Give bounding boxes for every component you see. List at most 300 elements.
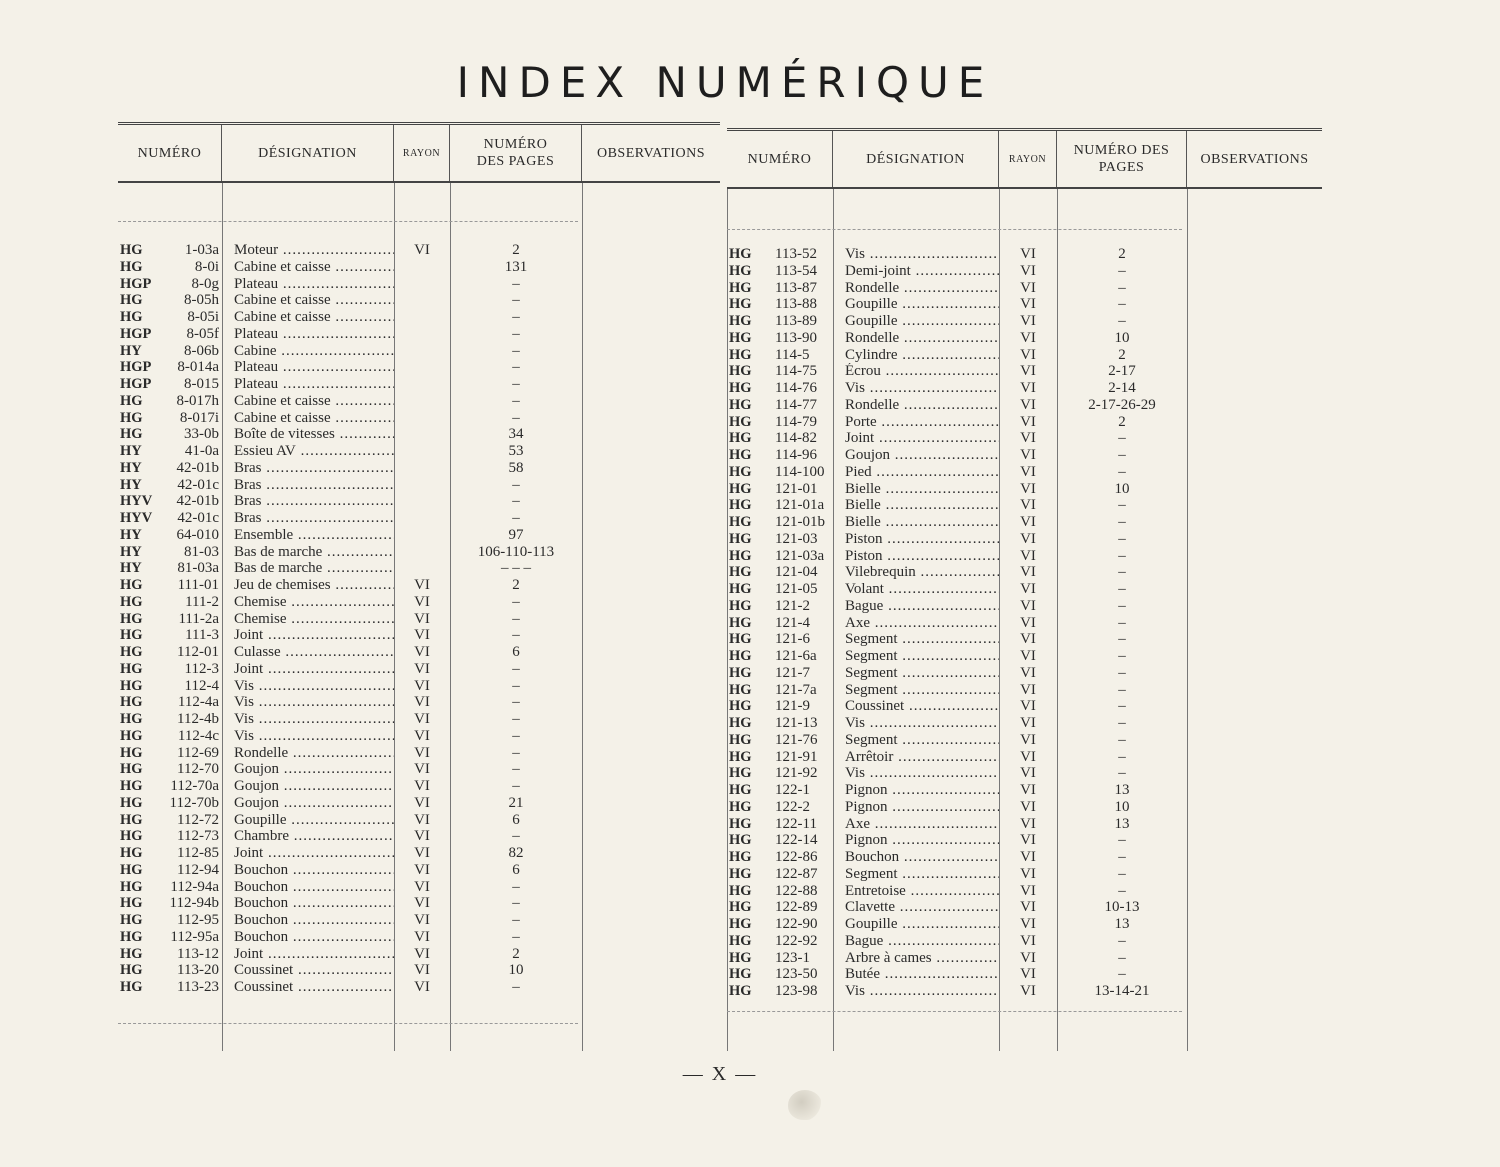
row-designation-text: Joint ..... — [845, 430, 999, 446]
table-row — [118, 493, 720, 510]
row-designation — [222, 795, 394, 812]
row-designation-text: Bielle ..... — [845, 514, 999, 530]
row-rayon — [394, 560, 450, 577]
table-body — [118, 183, 720, 1051]
row-numero — [118, 627, 222, 644]
row-designation — [222, 879, 394, 896]
row-numero — [118, 611, 222, 628]
table-row — [727, 765, 1322, 782]
table-row — [118, 929, 720, 946]
row-designation — [833, 983, 999, 1000]
row-rayon — [394, 544, 450, 561]
row-numero — [727, 648, 833, 665]
row-numero — [727, 715, 833, 732]
row-designation-text: Culasse ..... — [234, 644, 394, 660]
dashed-rule — [727, 229, 1182, 230]
row-prefix: HG — [729, 849, 752, 865]
row-code: 8-015 — [184, 376, 219, 392]
row-designation-text: Joint ..... — [234, 946, 394, 962]
row-designation — [833, 581, 999, 598]
row-pages: – — [1118, 296, 1126, 313]
row-rayon: VI — [414, 644, 430, 660]
row-code: 112-94b — [169, 895, 219, 912]
row-designation — [222, 376, 394, 393]
row-designation — [833, 548, 999, 565]
row-numero — [727, 363, 833, 380]
row-prefix: HG — [120, 928, 143, 945]
row-numero — [118, 962, 222, 979]
row-designation-text: Rondelle ..... — [234, 745, 394, 761]
row-prefix: HG — [120, 677, 143, 694]
row-designation-text: Plateau ..... — [234, 276, 394, 292]
row-prefix: HG — [729, 832, 752, 849]
row-numero — [727, 950, 833, 967]
row-designation — [222, 560, 394, 577]
row-rayon: VI — [414, 727, 430, 744]
row-code: 42-01b — [176, 459, 219, 476]
row-pages: – — [512, 828, 520, 845]
row-rayon: VI — [1020, 832, 1036, 849]
row-prefix: HG — [120, 761, 143, 778]
row-code: 113-20 — [177, 962, 219, 979]
row-pages: – — [512, 979, 520, 995]
row-prefix: HG — [729, 782, 752, 798]
header-observations: OBSERVATIONS — [596, 145, 706, 161]
table-row — [118, 879, 720, 896]
row-prefix: HG — [120, 660, 143, 677]
row-pages: – — [1118, 966, 1126, 983]
row-designation — [222, 962, 394, 979]
row-code: 112-4a — [177, 694, 219, 711]
row-designation — [222, 443, 394, 460]
row-numero — [727, 899, 833, 916]
table-row — [118, 259, 720, 276]
table-row — [727, 832, 1322, 849]
row-prefix: HG — [120, 610, 143, 627]
row-pages: 34 — [508, 426, 524, 443]
row-code: 81-03 — [184, 543, 219, 560]
row-pages: – — [1118, 279, 1126, 296]
row-numero — [727, 548, 833, 565]
row-pages: 53 — [508, 443, 524, 459]
row-code: 121-6 — [775, 631, 810, 648]
row-numero — [118, 393, 222, 410]
row-rayon: VI — [1020, 983, 1036, 999]
row-rayon: VI — [414, 811, 430, 828]
row-code: 8-05i — [187, 309, 219, 325]
row-rayon: VI — [1020, 246, 1036, 262]
row-numero — [727, 849, 833, 866]
row-numero — [727, 564, 833, 581]
header-pages: NUMÉRO DES PAGES — [1057, 131, 1187, 187]
row-rayon: VI — [1020, 547, 1036, 564]
row-designation-text: Bouchon ..... — [234, 929, 394, 945]
row-prefix: HG — [729, 262, 752, 279]
table-row — [727, 430, 1322, 447]
row-code: 121-01b — [775, 514, 825, 530]
header-rayon: RAYON — [999, 131, 1057, 187]
row-rayon: VI — [1020, 597, 1036, 614]
row-code: 8-0g — [191, 275, 219, 292]
row-designation — [833, 447, 999, 464]
row-prefix: HG — [120, 828, 143, 845]
row-pages: – — [512, 761, 520, 778]
row-rayon: VI — [1020, 949, 1036, 966]
table-body — [727, 189, 1322, 1051]
row-code: 121-91 — [775, 748, 818, 765]
row-designation-text: Bas de marche ..... — [234, 560, 394, 576]
row-pages: – — [1118, 865, 1126, 882]
row-code: 112-70a — [170, 778, 219, 794]
row-designation — [222, 242, 394, 259]
left-index-table — [118, 122, 720, 1051]
table-row — [727, 464, 1322, 481]
row-code: 121-92 — [775, 765, 818, 782]
row-pages: – — [512, 376, 520, 392]
row-designation-text: Vilebrequin ..... — [845, 564, 999, 580]
row-designation-text: Plateau ..... — [234, 359, 394, 375]
row-code: 112-4c — [177, 727, 219, 744]
row-pages: – — [512, 744, 520, 761]
header-designation: DÉSIGNATION — [222, 125, 394, 181]
row-designation — [833, 916, 999, 933]
row-numero — [118, 761, 222, 778]
row-numero — [118, 795, 222, 812]
row-numero — [727, 447, 833, 464]
row-prefix: HG — [729, 581, 752, 597]
header-designation: DÉSIGNATION — [833, 131, 999, 187]
table-row — [727, 548, 1322, 565]
row-designation-text: Segment ..... — [845, 665, 999, 681]
row-numero — [118, 979, 222, 996]
row-rayon — [394, 276, 450, 293]
row-designation — [833, 966, 999, 983]
row-designation — [833, 715, 999, 732]
row-designation — [222, 510, 394, 527]
row-designation — [833, 414, 999, 431]
row-designation-text: Moteur ..... — [234, 242, 394, 258]
row-pages: – — [1118, 949, 1126, 966]
row-prefix: HY — [120, 543, 142, 560]
table-row — [727, 782, 1322, 799]
row-numero — [118, 527, 222, 544]
row-pages: – — [512, 476, 520, 493]
table-row — [727, 966, 1322, 983]
row-prefix: HG — [729, 313, 752, 329]
row-designation — [222, 326, 394, 343]
row-prefix: HG — [729, 530, 752, 547]
row-pages: – — [512, 593, 520, 610]
row-prefix: HG — [120, 711, 143, 727]
row-prefix: HG — [120, 861, 143, 878]
row-designation — [222, 694, 394, 711]
row-designation-text: Volant ..... — [845, 581, 999, 597]
row-prefix: HG — [729, 983, 752, 999]
row-prefix: HG — [729, 916, 752, 932]
row-prefix: HG — [729, 447, 752, 463]
row-numero — [727, 280, 833, 297]
header-rayon: RAYON — [394, 125, 450, 181]
row-designation-text: Ensemble ..... — [234, 527, 394, 543]
row-designation — [833, 330, 999, 347]
table-row — [727, 698, 1322, 715]
table-row — [727, 883, 1322, 900]
row-numero — [118, 259, 222, 276]
table-row — [118, 694, 720, 711]
table-row — [118, 761, 720, 778]
row-pages: 13-14-21 — [1094, 983, 1150, 999]
row-designation — [222, 577, 394, 594]
row-pages: 21 — [508, 794, 524, 811]
table-row — [118, 343, 720, 360]
row-pages: – — [1118, 547, 1126, 564]
row-prefix: HGP — [120, 376, 152, 392]
row-designation — [222, 343, 394, 360]
row-designation-text: Arbre à cames ..... — [845, 950, 999, 966]
table-row — [118, 895, 720, 912]
row-code: 121-13 — [775, 715, 818, 731]
row-pages: – — [512, 359, 520, 376]
row-rayon: VI — [1020, 782, 1036, 798]
row-code: 113-89 — [775, 313, 817, 329]
row-pages: 6 — [512, 811, 520, 828]
row-prefix: HG — [729, 463, 752, 480]
row-code: 114-100 — [775, 463, 825, 480]
row-rayon: VI — [414, 627, 430, 644]
row-code: 122-88 — [775, 882, 818, 899]
row-code: 42-01c — [177, 510, 219, 526]
row-pages: – — [512, 778, 520, 794]
row-designation-text: Bras ..... — [234, 493, 394, 509]
row-prefix: HG — [729, 664, 752, 681]
row-code: 112-73 — [177, 828, 219, 845]
row-pages: – — [1118, 313, 1126, 329]
table-row — [118, 661, 720, 678]
row-prefix: HG — [729, 731, 752, 748]
row-pages: – — [1118, 882, 1126, 899]
row-designation — [222, 460, 394, 477]
row-pages: 13 — [1114, 916, 1130, 932]
table-row — [727, 816, 1322, 833]
row-prefix: HG — [120, 426, 143, 443]
row-numero — [727, 514, 833, 531]
row-prefix: HY — [120, 560, 142, 577]
table-row — [727, 447, 1322, 464]
row-numero — [727, 631, 833, 648]
table-row — [118, 728, 720, 745]
row-designation — [222, 644, 394, 661]
row-numero — [118, 560, 222, 577]
row-rayon: VI — [1020, 715, 1036, 731]
row-rayon: VI — [1020, 480, 1036, 497]
row-designation-text: Cylindre ..... — [845, 347, 999, 363]
row-designation — [833, 816, 999, 833]
row-rayon — [394, 443, 450, 460]
row-code: 121-9 — [775, 698, 810, 715]
row-pages: – — [512, 510, 520, 526]
row-designation-text: Vis ..... — [845, 246, 999, 262]
row-prefix: HYV — [120, 493, 153, 510]
table-row — [118, 326, 720, 343]
row-pages: 2 — [1118, 246, 1126, 262]
row-rayon: VI — [1020, 363, 1036, 380]
row-code: 8-05h — [184, 292, 219, 309]
row-designation — [833, 280, 999, 297]
row-designation — [833, 698, 999, 715]
row-pages: 10 — [1114, 480, 1130, 497]
row-rayon: VI — [414, 794, 430, 811]
table-row — [118, 426, 720, 443]
row-prefix: HG — [729, 413, 752, 430]
row-pages: – — [512, 694, 520, 711]
row-designation-text: Cabine et caisse ..... — [234, 410, 394, 426]
row-pages: – — [512, 711, 520, 727]
table-row — [118, 745, 720, 762]
row-designation — [833, 648, 999, 665]
row-rayon: VI — [414, 828, 430, 845]
row-designation-text: Rondelle ..... — [845, 280, 999, 296]
row-pages: – — [512, 275, 520, 292]
row-numero — [727, 816, 833, 833]
row-numero — [118, 292, 222, 309]
row-pages: – — [512, 342, 520, 359]
row-prefix: HG — [120, 744, 143, 761]
row-prefix: HG — [729, 246, 752, 262]
table-row — [118, 711, 720, 728]
row-pages: – — [512, 895, 520, 912]
row-rayon: VI — [1020, 564, 1036, 581]
row-pages: – — [1118, 447, 1126, 463]
row-code: 111-2a — [178, 610, 219, 627]
row-prefix: HGP — [120, 325, 152, 342]
row-rayon: VI — [414, 660, 430, 677]
row-designation — [833, 564, 999, 581]
row-prefix: HG — [729, 899, 752, 916]
table-row — [727, 598, 1322, 615]
row-designation-text: Pignon ..... — [845, 799, 999, 815]
row-numero — [727, 531, 833, 548]
row-rayon: VI — [1020, 731, 1036, 748]
row-rayon — [394, 527, 450, 544]
table-row — [118, 393, 720, 410]
table-row — [118, 359, 720, 376]
row-pages: – — [512, 409, 520, 426]
table-row — [727, 280, 1322, 297]
row-pages: 97 — [508, 526, 524, 543]
table-row — [727, 296, 1322, 313]
row-rayon: VI — [1020, 329, 1036, 346]
row-prefix: HG — [120, 694, 143, 711]
row-code: 123-98 — [775, 983, 818, 999]
row-designation-text: Segment ..... — [845, 866, 999, 882]
row-designation — [833, 380, 999, 397]
row-code: 8-014a — [177, 359, 219, 376]
row-pages: – — [1118, 648, 1126, 664]
row-pages: – — [1118, 849, 1126, 865]
row-code: 113-90 — [775, 329, 817, 346]
row-prefix: HG — [729, 346, 752, 363]
row-prefix: HG — [729, 698, 752, 715]
table-row — [727, 631, 1322, 648]
row-code: 121-03 — [775, 530, 818, 547]
row-designation-text: Joint ..... — [234, 661, 394, 677]
row-designation-text: Segment ..... — [845, 682, 999, 698]
row-designation-text: Pignon ..... — [845, 782, 999, 798]
row-designation — [222, 594, 394, 611]
row-designation — [222, 828, 394, 845]
row-rayon: VI — [1020, 380, 1036, 396]
row-numero — [727, 497, 833, 514]
row-numero — [727, 380, 833, 397]
row-numero — [727, 933, 833, 950]
row-code: 121-2 — [775, 597, 810, 614]
row-designation-text: Bielle ..... — [845, 481, 999, 497]
row-rayon: VI — [1020, 966, 1036, 983]
row-pages: – — [512, 610, 520, 627]
row-designation — [222, 426, 394, 443]
row-numero — [727, 313, 833, 330]
table-row — [118, 410, 720, 427]
row-designation — [222, 611, 394, 628]
row-code: 64-010 — [176, 526, 219, 543]
row-designation-text: Vis ..... — [845, 380, 999, 396]
row-designation-text: Bouchon ..... — [234, 879, 394, 895]
row-pages: – — [512, 660, 520, 677]
row-designation — [222, 946, 394, 963]
row-numero — [118, 661, 222, 678]
row-code: 122-90 — [775, 916, 818, 932]
row-prefix: HG — [729, 430, 752, 447]
row-rayon: VI — [1020, 313, 1036, 329]
row-rayon: VI — [1020, 279, 1036, 296]
row-code: 122-1 — [775, 782, 810, 798]
table-row — [118, 845, 720, 862]
row-numero — [118, 343, 222, 360]
table-row — [727, 648, 1322, 665]
row-numero — [118, 778, 222, 795]
row-pages: – — [512, 878, 520, 895]
row-rayon — [394, 292, 450, 309]
row-numero — [727, 464, 833, 481]
row-designation-text: Goujon ..... — [234, 778, 394, 794]
row-numero — [118, 594, 222, 611]
row-code: 113-87 — [775, 279, 817, 296]
row-pages: – — [1118, 564, 1126, 581]
row-rayon: VI — [1020, 396, 1036, 413]
row-designation-text: Joint ..... — [234, 627, 394, 643]
row-designation-text: Vis ..... — [845, 983, 999, 999]
row-designation-text: Cabine et caisse ..... — [234, 309, 394, 325]
table-row — [727, 799, 1322, 816]
row-prefix: HG — [729, 363, 752, 380]
row-numero — [118, 577, 222, 594]
row-code: 8-0i — [194, 258, 219, 275]
row-designation — [222, 895, 394, 912]
row-numero — [727, 615, 833, 632]
row-rayon: VI — [414, 677, 430, 694]
row-designation-text: Goujon ..... — [234, 761, 394, 777]
row-designation-text: Vis ..... — [845, 765, 999, 781]
row-designation — [222, 661, 394, 678]
row-code: 122-87 — [775, 865, 818, 882]
row-rayon: VI — [1020, 430, 1036, 447]
table-row — [727, 531, 1322, 548]
row-code: 8-06b — [184, 342, 219, 359]
row-rayon — [394, 376, 450, 393]
row-code: 122-14 — [775, 832, 818, 849]
row-designation — [222, 761, 394, 778]
table-header — [118, 122, 720, 183]
